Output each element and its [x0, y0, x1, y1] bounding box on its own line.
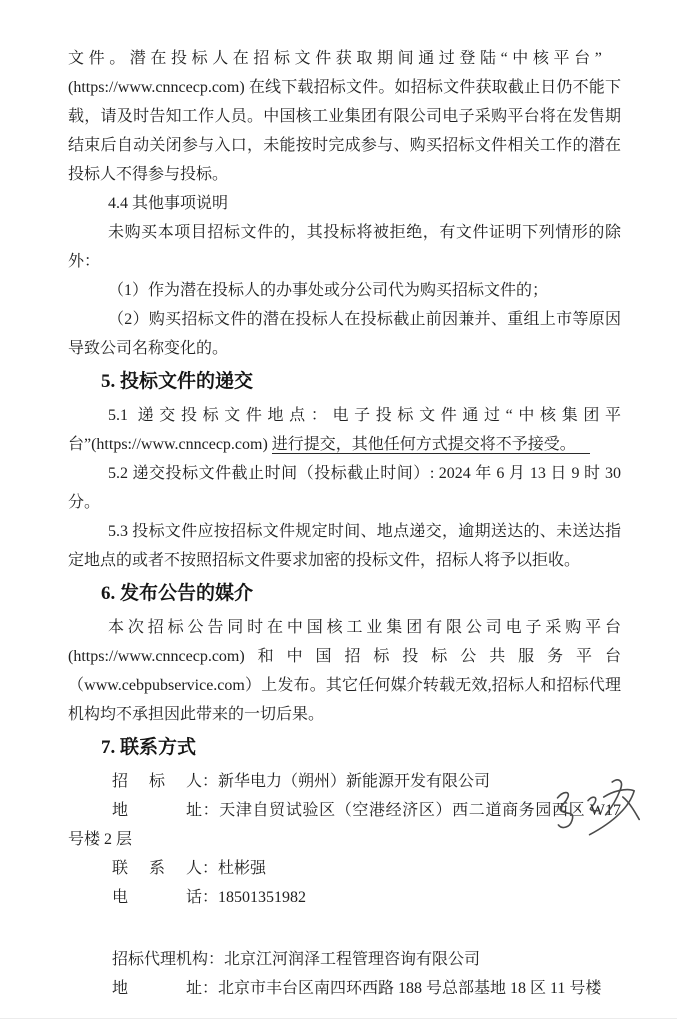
- paragraph-5-1-normal-text: 5.1 递交投标文件地点：电子投标文件通过“中核集团平台”(https://www.cnncecp.com): [68, 407, 621, 453]
- label-colon: ：: [202, 802, 220, 819]
- tenderer-address-label: 地址: [112, 802, 202, 819]
- agency-address-label: 地址: [112, 980, 202, 997]
- section-5-heading: 5. 投标文件的递交: [101, 371, 254, 392]
- label-colon: ：: [202, 860, 219, 877]
- section-5-paragraph-5-2: 5.2 递交投标文件截止时间（投标截止时间）: 2024 年 6 月 13 日 9 时 30 分。: [68, 465, 621, 511]
- paragraph-intro-continuation-line: 文件。潜在投标人在招标文件获取期间通过登陆“中核平台”: [68, 50, 607, 67]
- contact-row-tenderer: [68, 767, 621, 796]
- section-4-4-title: 4.4 其他事项说明: [108, 195, 229, 212]
- handwritten-signature-image: [542, 771, 649, 849]
- section-6-heading: 6. 发布公告的媒介: [101, 583, 254, 604]
- label-colon: ：: [202, 980, 219, 997]
- agency-label: 招标代理机构: [112, 951, 209, 968]
- section-4-4-item-1: （1）作为潜在投标人的办事处或分公司代为购买招标文件的；: [108, 282, 549, 299]
- agency-value: 北京江河润泽工程管理咨询有限公司: [224, 951, 481, 968]
- section-4-4-intro: 未购买本项目招标文件的，其投标将被拒绝，有文件证明下列情形的除外：: [68, 224, 621, 270]
- tenderer-label: 招标人: [112, 773, 202, 790]
- phone-value: 18501351982: [218, 889, 307, 906]
- section-5-paragraph-5-1: [68, 401, 621, 459]
- agency-address-value: 北京市丰台区南四环西路 188 号总部基地 18 区 11 号楼: [218, 980, 602, 997]
- contact-row-phone: [68, 883, 621, 912]
- section-7-heading: 7. 联系方式: [101, 737, 197, 758]
- contact-row-tenderer-address: [68, 796, 621, 854]
- contact-person-value: 杜彬强: [218, 860, 267, 877]
- paragraph-5-1-underlined-clause: 进行提交，其他任何方式提交将不予接受。: [272, 436, 590, 454]
- section-4-4-item-2: （2）购买招标文件的潜在投标人在投标截止前因兼并、重组上市等原因导致公司名称变化的。: [68, 311, 621, 357]
- label-colon: ：: [208, 951, 225, 968]
- section-5-paragraph-5-3: 5.3 投标文件应按招标文件规定时间、地点递交，逾期送达的、未送达指定地点的或者不按照招标文件要求加密的投标文件，招标人将予以拒收。: [68, 523, 621, 569]
- label-colon: ：: [202, 889, 219, 906]
- tenderer-address-value: 天津自贸试验区（空港经济区）西二道商务园西区 W17 号楼 2 层: [68, 802, 621, 848]
- contact-person-label: 联系人: [112, 860, 202, 877]
- label-colon: ：: [202, 773, 219, 790]
- signature-scribble-icon: [542, 771, 649, 849]
- phone-label: 电话: [112, 889, 202, 906]
- tenderer-value: 新华电力（朔州）新能源开发有限公司: [218, 773, 491, 790]
- section-6-body: 本次招标公告同时在中国核工业集团有限公司电子采购平台(https://www.cnncecp.com)和中国招标投标公共服务平台（www.cebpubservice.com）上发布。其它任何媒介转载无效,招标人和招标代理机构均不承担因此带来的一切后果。: [68, 619, 621, 723]
- contact-row-contact-person: [68, 854, 621, 883]
- contact-row-agency-address: [68, 974, 621, 1003]
- paragraph-intro-body: (https://www.cnncecp.com) 在线下载招标文件。如招标文件获取截止日仍不能下载，请及时告知工作人员。中国核工业集团有限公司电子采购平台将在发售期结束后自动关闭参与入口，未能按时完成参与、购买招标文件相关工作的潜在投标人不得参与投标。: [68, 79, 621, 183]
- contact-row-agency: [68, 945, 621, 974]
